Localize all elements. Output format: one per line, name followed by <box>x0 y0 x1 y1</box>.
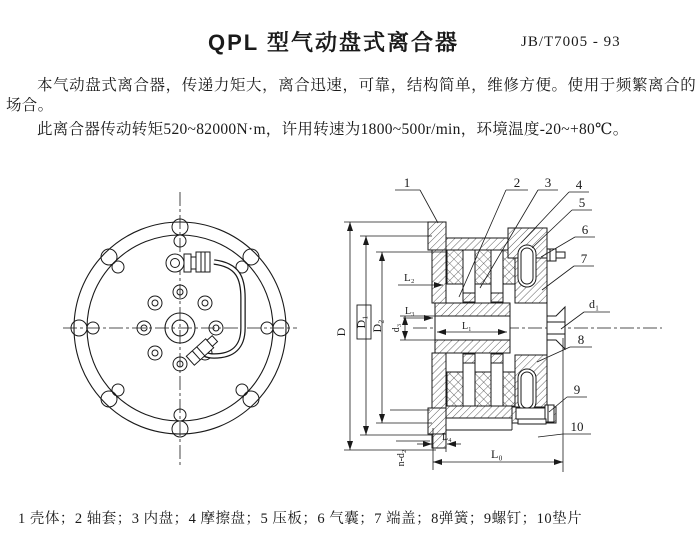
page-title: QPL 型气动盘式离合器 <box>208 30 459 55</box>
shaft-sleeve <box>435 303 510 353</box>
dim-L0: L₀ <box>491 447 503 461</box>
callout-3: 3 <box>544 175 552 190</box>
parts-legend: 1 壳体；2 轴套；3 内盘；4 摩擦盘；5 压板；6 气囊；7 端盖；8弹簧；9螺钉；10垫片 <box>18 511 583 527</box>
dim-L3: L₃ <box>405 306 415 317</box>
dim-L1: L₁ <box>462 321 472 332</box>
spec-paragraph: 此离合器传动转矩520~82000N·m，许用转速为1800~500r/min，环境温度-20~+80℃。 <box>37 121 629 138</box>
screw-and-shim <box>516 405 554 424</box>
callout-4: 4 <box>575 177 583 192</box>
air-inlet-stud <box>547 249 565 261</box>
d1-leader <box>561 312 610 329</box>
intro-paragraph: 本气动盘式离合器，传递力矩大，离合迅速，可靠，结构简单，维修方便。使用于频繁离合的场合。 <box>6 77 696 114</box>
callout-9: 9 <box>573 382 581 397</box>
dim-d3: d₃ <box>391 323 402 333</box>
standard-number: JB/T7005 - 93 <box>521 34 621 50</box>
callout-5: 5 <box>578 195 586 210</box>
disc-stack-bottom <box>446 354 515 418</box>
hose-fitting-bottom <box>186 334 219 365</box>
base-lines <box>446 418 512 430</box>
air-bladder-bottom <box>518 369 536 411</box>
dim-D2: D₂ <box>370 319 384 333</box>
dim-L4: L₄ <box>442 432 452 443</box>
callout-6: 6 <box>581 222 589 237</box>
centerlines <box>63 192 297 466</box>
hose-fitting-top <box>166 252 210 272</box>
dim-D1: D₁ <box>354 315 368 329</box>
technical-drawing <box>0 160 700 500</box>
air-hose <box>166 252 243 365</box>
section-view <box>413 222 662 448</box>
callout-1: 1 <box>403 175 411 190</box>
callout-8: 8 <box>577 332 585 347</box>
dim-n-d2: n-d₂ <box>396 449 407 467</box>
callout-10: 10 <box>570 419 584 434</box>
callout-2: 2 <box>513 175 521 190</box>
dim-d1: d₁ <box>589 297 600 311</box>
callout-7: 7 <box>580 251 588 266</box>
air-bladder-top <box>518 245 536 287</box>
dim-L2: L₂ <box>404 272 415 284</box>
dim-D: D <box>334 327 348 337</box>
front-view <box>63 192 297 466</box>
